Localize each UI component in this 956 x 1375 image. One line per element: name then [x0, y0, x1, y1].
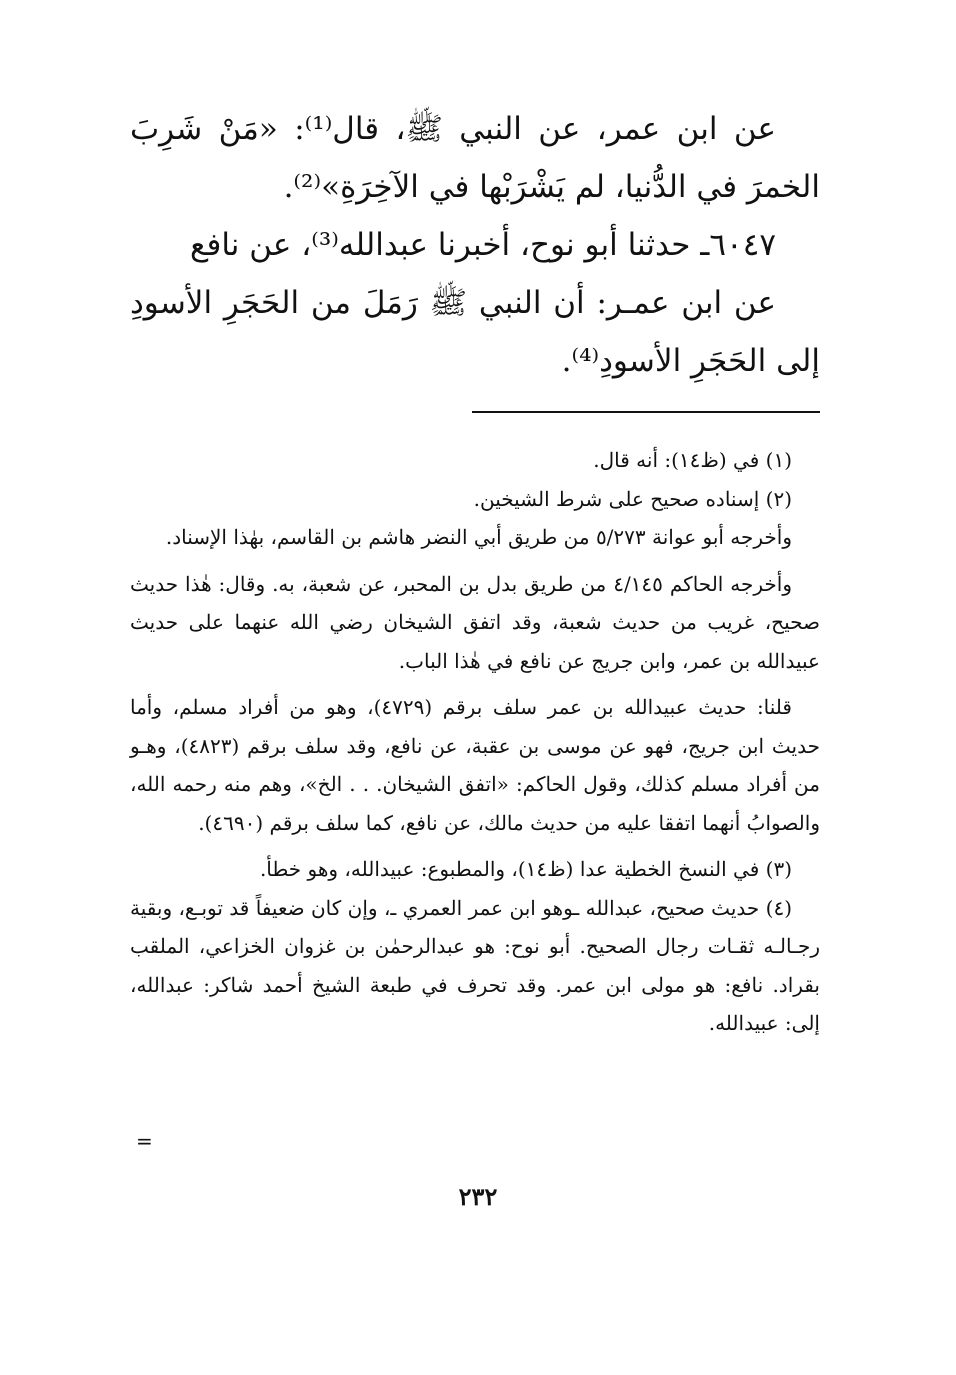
hadith-6047-matn: عن ابن عمـر: أن النبي ﷺ رَمَلَ من الحَجَرِ الأسودِ إلى الحَجَرِ الأسودِ⁽⁴⁾.: [130, 285, 820, 379]
footnote-3: (٣) في النسخ الخطية عدا (ظ١٤)، والمطبوع: عبيدالله، وهو خطأ.: [259, 857, 792, 881]
page-number: ٢٣٢: [458, 1182, 498, 1211]
footnote-2: (٢) إسناده صحيح على شرط الشيخين.: [473, 486, 792, 511]
hadith-6046-text: عن ابن عمر، عن النبي ﷺ، قال⁽¹⁾: «مَنْ شَرِبَ الخمرَ في الدُّنيا، لم يَشْرَبْها في الآخِرَةِ»⁽²⁾.: [130, 111, 820, 205]
footnote-separator: [472, 411, 820, 413]
footnote-2-continuation: قلنا: حديث عبيدالله بن عمر سلف برقم (٤٧٢٩)، وهو من أفراد مسلم، وأما حديث ابن جريج، فهو عن موسى بن عقبة، عن نافع، وقد سلف برقم (٤٨٢٣)، وهـو من أفراد مسلم كذلك، وقول الحاكم: «اتفق الشيخان. . . الخ»، وهم منه رحمه الله، والصوابُ أنهما اتفقا عليه من حديث مالك، عن نافع، كما سلف برقم (٤٦٩٠).: [130, 695, 820, 835]
footnotes: [130, 441, 820, 1043]
hadith-text: [130, 100, 820, 390]
continuation-mark: =: [136, 1129, 153, 1153]
footnote-1: (١) في (ظ١٤): أنه قال.: [593, 448, 792, 472]
hadith-6047-isnad: ٦٠٤٧ـ حدثنا أبو نوح، أخبرنا عبدالله⁽³⁾، عن نافع: [190, 227, 776, 263]
footnote-4: (٤) حديث صحيح، عبدالله ـوهو ابن عمر العمري ـ، وإن كان ضعيفاً قد توبـع، وبقية رجـالـه ثقـات رجال الصحيح. أبو نوح: هو عبدالرحمٰن بن غزوان الخزاعي، الملقب بقراد. نافع: هو مولى ابن عمر. وقد تحرف في طبعة الشيخ أحمد شاكر: عبدالله، إلى: عبيدالله.: [130, 895, 820, 1035]
footnote-2-continuation: وأخرجه الحاكم ٤/١٤٥ من طريق بدل بن المحبر، عن شعبة، به. وقال: هٰذا حديث صحيح، غريب من حديث شعبة، وقد اتفق الشيخان رضي الله عنهما على حديث عبيدالله بن عمر، وابن جريج عن نافع في هٰذا الباب.: [130, 571, 820, 673]
footnote-2-continuation: وأخرجه أبو عوانة ٥/٢٧٣ من طريق أبي النضر هاشم بن القاسم، بهٰذا الإسناد.: [165, 525, 792, 549]
